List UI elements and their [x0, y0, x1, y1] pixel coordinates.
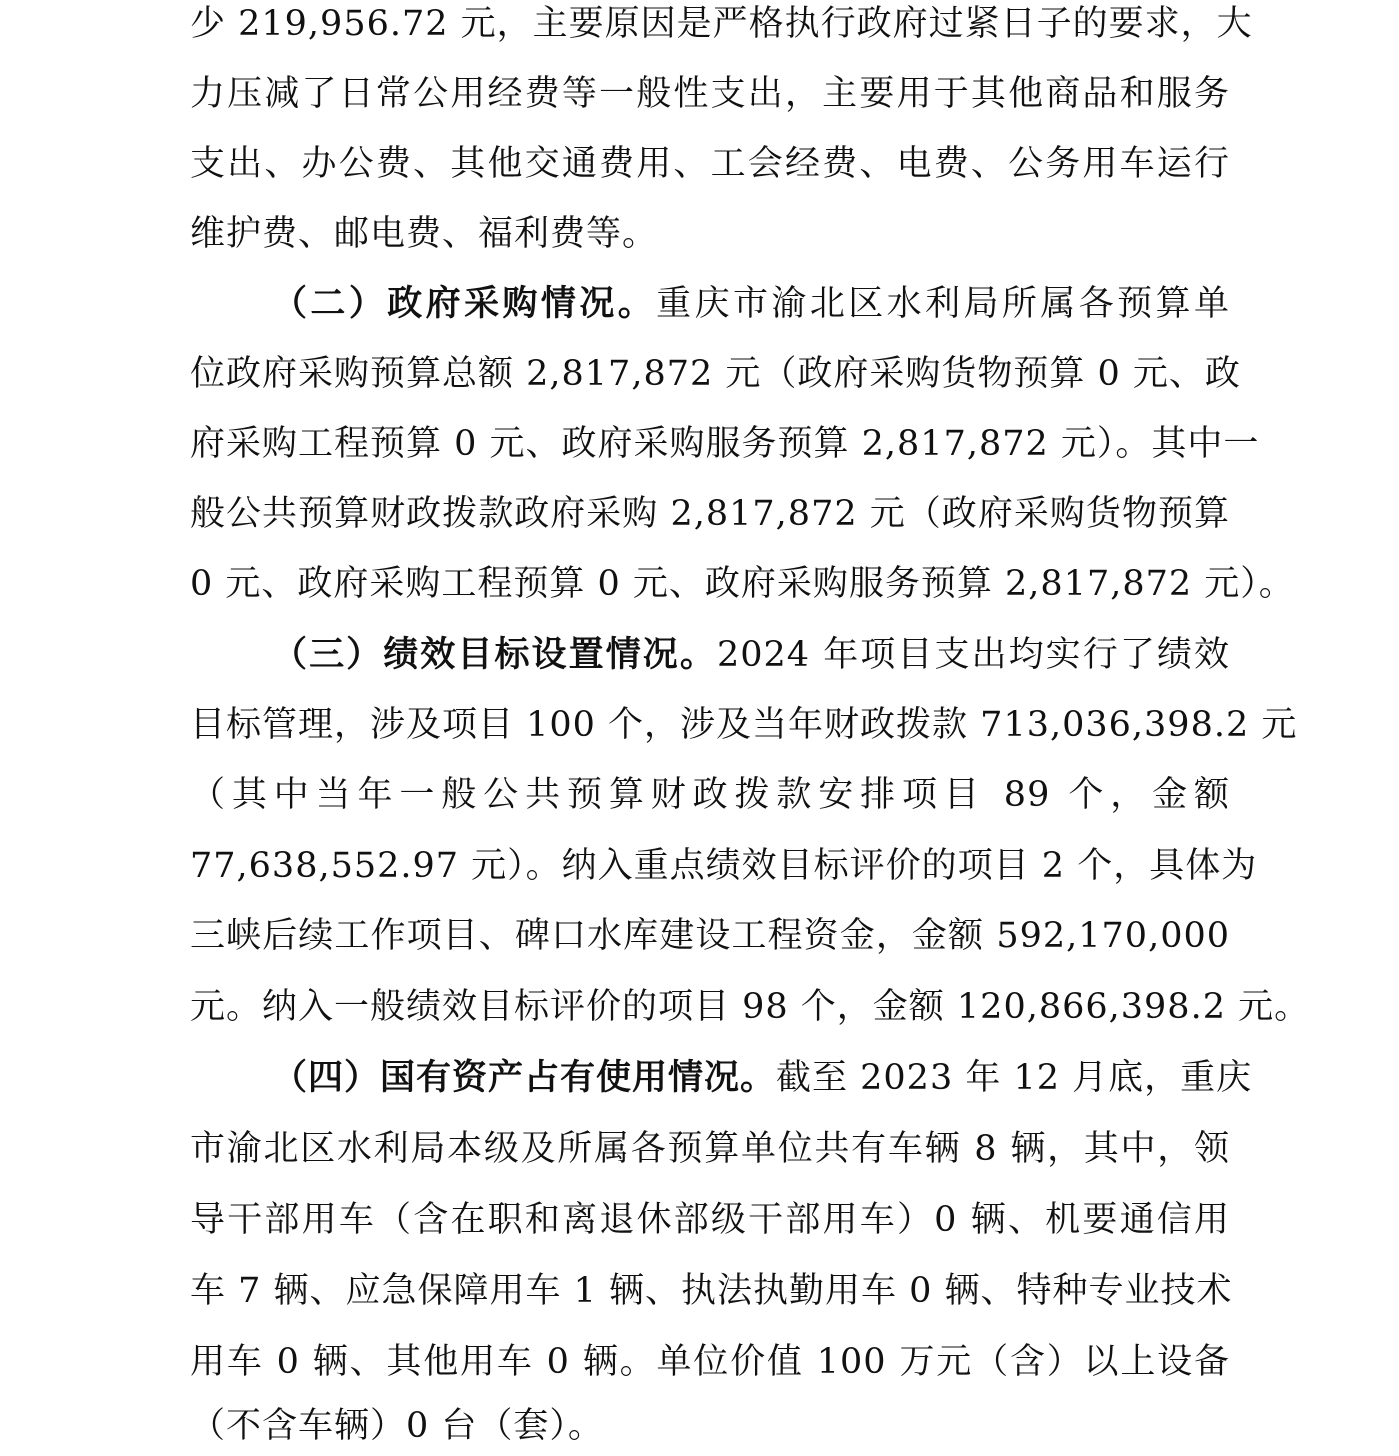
body-text-line: 用车 0 辆、其他用车 0 辆。单位价值 100 万元（含）以上设备	[190, 1342, 1230, 1382]
section-heading-line	[272, 274, 1230, 334]
body-text-line: 维护费、邮电费、福利费等。	[190, 214, 659, 254]
body-text-span: 2024 年项目支出均实行了绩效	[716, 635, 1230, 675]
body-text-line: 目标管理，涉及项目 100 个，涉及当年财政拨款 713,036,398.2 元	[190, 705, 1298, 745]
body-text-line: 般公共预算财政拨款政府采购 2,817,872 元（政府采购货物预算	[190, 494, 1230, 534]
body-text-line: 少 219,956.72 元，主要原因是严格执行政府过紧日子的要求，大	[190, 4, 1253, 44]
body-text-span: 截至 2023 年 12 月底，重庆	[776, 1058, 1253, 1098]
body-text-line: 市渝北区水利局本级及所属各预算单位共有车辆 8 辆，其中，领	[190, 1129, 1230, 1169]
body-text-line: 三峡后续工作项目、碑口水库建设工程资金，金额 592,170,000	[190, 916, 1230, 956]
body-text-line: 0 元、政府采购工程预算 0 元、政府采购服务预算 2,817,872 元）。	[190, 564, 1295, 604]
body-text-line: 支出、办公费、其他交通费用、工会经费、电费、公务用车运行	[190, 144, 1230, 184]
body-text-span: 重庆市渝北区水利局所属各预算单	[656, 284, 1230, 324]
section-heading-line	[272, 1048, 1253, 1108]
body-text-line: 元。纳入一般绩效目标评价的项目 98 个，金额 120,866,398.2 元。	[190, 987, 1311, 1027]
body-text-line: 位政府采购预算总额 2,817,872 元（政府采购货物预算 0 元、政	[190, 354, 1241, 394]
body-text-line: （不含车辆）0 台（套）。	[190, 1406, 604, 1446]
body-text-line: 77,638,552.97 元）。纳入重点绩效目标评价的项目 2 个，具体为	[190, 846, 1258, 886]
body-text-line: 力压减了日常公用经费等一般性支出，主要用于其他商品和服务	[190, 74, 1230, 114]
body-text-line: （其中当年一般公共预算财政拨款安排项目 89 个，金额	[190, 775, 1230, 815]
section-heading: （四）国有资产占有使用情况。	[272, 1057, 777, 1098]
body-text-line: 车 7 辆、应急保障用车 1 辆、执法执勤用车 0 辆、特种专业技术	[190, 1271, 1233, 1311]
body-text-line: 府采购工程预算 0 元、政府采购服务预算 2,817,872 元）。其中一	[190, 424, 1260, 464]
section-heading: （三）绩效目标设置情况。	[272, 634, 717, 675]
section-heading: （二）政府采购情况。	[272, 283, 657, 324]
body-text-line: 导干部用车（含在职和离退休部级干部用车）0 辆、机要通信用	[190, 1200, 1230, 1240]
section-heading-line	[272, 625, 1230, 685]
